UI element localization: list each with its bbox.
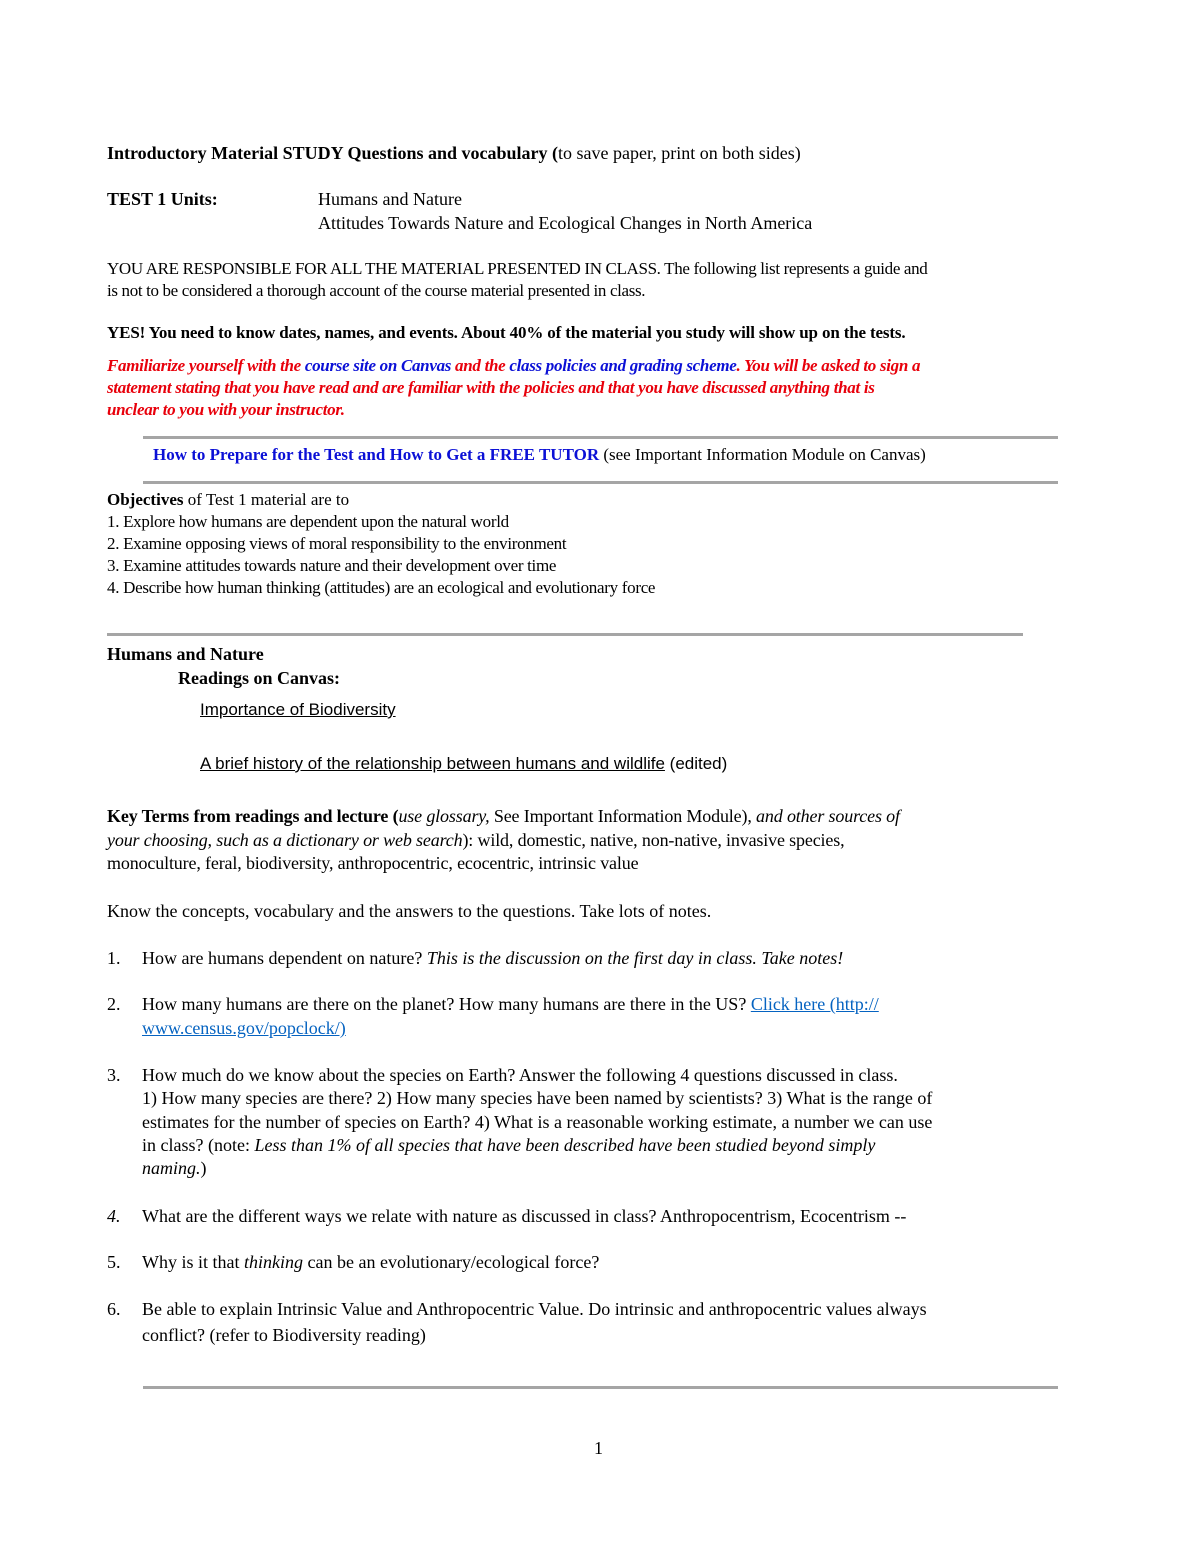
course-site-link[interactable]: course site on Canvas bbox=[304, 356, 452, 375]
unit-item-1: Humans and Nature bbox=[318, 189, 462, 209]
reading-suffix: (edited) bbox=[664, 754, 728, 773]
reading-link-biodiversity[interactable]: Importance of Biodiversity bbox=[200, 700, 396, 719]
question-number: 6. bbox=[107, 1299, 121, 1319]
objective-item: 3. Examine attitudes towards nature and their development over time bbox=[107, 556, 557, 575]
question-text: How many humans are there on the planet? How many humans are there in the US? bbox=[142, 994, 751, 1014]
question-emphasis: thinking bbox=[244, 1252, 303, 1272]
key-terms-line-3: monoculture, feral, biodiversity, anthropocentric, ecocentric, intrinsic value bbox=[107, 853, 639, 873]
title-note: to save paper, print on both sides) bbox=[558, 143, 801, 163]
question-note: Less than 1% of all species that have been described have been studied beyond simply bbox=[254, 1135, 876, 1155]
question-number: 1. bbox=[107, 948, 121, 968]
key-terms-line-2 bbox=[107, 830, 844, 851]
objectives-label: Objectives bbox=[107, 490, 184, 509]
question-3-line-4 bbox=[142, 1135, 875, 1156]
divider bbox=[143, 1386, 1058, 1389]
key-terms-line-1 bbox=[107, 806, 900, 827]
question-3-line-2: 1) How many species are there? 2) How many species have been named by scientists? 3) What is the range of bbox=[142, 1088, 933, 1108]
objectives-intro: of Test 1 material are to bbox=[183, 490, 350, 509]
readings-label: Readings on Canvas: bbox=[178, 668, 341, 688]
reading-link-history[interactable]: A brief history of the relationship between humans and wildlife bbox=[200, 754, 665, 773]
question-4: What are the different ways we relate with nature as discussed in class? Anthropocentrism, Ecocentrism -- bbox=[142, 1206, 907, 1226]
objectives-heading bbox=[107, 490, 349, 510]
title-bold: Introductory Material STUDY Questions and vocabulary ( bbox=[107, 143, 559, 163]
question-3-line-5 bbox=[142, 1158, 207, 1179]
question-text: in class? (note: bbox=[142, 1135, 255, 1155]
question-1 bbox=[142, 948, 843, 969]
census-link[interactable]: Click here (http:// bbox=[750, 994, 879, 1014]
question-number: 4. bbox=[107, 1206, 121, 1226]
divider bbox=[143, 481, 1058, 484]
question-number: 5. bbox=[107, 1252, 121, 1272]
tutor-link[interactable]: How to Prepare for the Test and How to Get a FREE TUTOR bbox=[153, 445, 600, 464]
question-text: can be an evolutionary/ecological force? bbox=[303, 1252, 600, 1272]
divider bbox=[143, 436, 1058, 439]
yes-notice: YES! You need to know dates, names, and events. About 40% of the material you study will show up on the tests. bbox=[107, 323, 906, 342]
question-text: Why is it that bbox=[142, 1252, 244, 1272]
question-note: This is the discussion on the first day in class. Take notes! bbox=[426, 948, 844, 968]
unit-item-2: Attitudes Towards Nature and Ecological Changes in North America bbox=[318, 213, 813, 233]
familiarize-text: . You will be asked to sign a bbox=[736, 356, 921, 375]
question-text: ) bbox=[200, 1158, 207, 1178]
question-3-line-3: estimates for the number of species on Earth? 4) What is a reasonable working estimate, a number we can use bbox=[142, 1112, 933, 1132]
divider bbox=[107, 633, 1023, 636]
reading-link-history-line bbox=[200, 754, 727, 774]
policies-link[interactable]: class policies and grading scheme bbox=[509, 356, 737, 375]
tutor-line bbox=[153, 445, 926, 465]
section-title: Humans and Nature bbox=[107, 644, 264, 664]
know-instruction: Know the concepts, vocabulary and the answers to the questions. Take lots of notes. bbox=[107, 901, 712, 921]
question-6-line-2: conflict? (refer to Biodiversity reading) bbox=[142, 1325, 426, 1345]
question-6-line-1: Be able to explain Intrinsic Value and Anthropocentric Value. Do intrinsic and anthropocentric values always bbox=[142, 1299, 927, 1319]
census-link-url[interactable]: www.census.gov/popclock/) bbox=[142, 1018, 346, 1038]
question-note: naming. bbox=[142, 1158, 201, 1178]
question-text: How are humans dependent on nature? bbox=[142, 948, 427, 968]
key-terms-label: Key Terms from readings and lecture ( bbox=[107, 806, 399, 826]
question-5 bbox=[142, 1252, 599, 1273]
key-terms-glossary: use glossary, bbox=[398, 806, 490, 826]
document-title bbox=[107, 143, 801, 164]
page-number: 1 bbox=[594, 1438, 603, 1458]
key-terms-list: ): wild, domestic, native, non-native, invasive species, bbox=[462, 830, 845, 850]
question-2 bbox=[142, 994, 879, 1015]
objective-item: 2. Examine opposing views of moral responsibility to the environment bbox=[107, 534, 567, 553]
key-terms-info: See Important Information Module), bbox=[489, 806, 757, 826]
responsibility-line-1: YOU ARE RESPONSIBLE FOR ALL THE MATERIAL PRESENTED IN CLASS. The following list represents a guide and bbox=[107, 259, 928, 278]
objective-item: 4. Describe how human thinking (attitudes) are an ecological and evolutionary force bbox=[107, 578, 656, 597]
familiarize-text: and the bbox=[451, 356, 510, 375]
familiarize-line-2: statement stating that you have read and are familiar with the policies and that you have discussed anything that is bbox=[107, 378, 875, 397]
tutor-note: (see Important Information Module on Canvas) bbox=[599, 445, 926, 464]
objective-item: 1. Explore how humans are dependent upon the natural world bbox=[107, 512, 509, 531]
key-terms-italic: your choosing, such as a dictionary or web search bbox=[107, 830, 463, 850]
units-label: TEST 1 Units: bbox=[107, 189, 218, 209]
question-3-line-1: How much do we know about the species on Earth? Answer the following 4 questions discussed in class. bbox=[142, 1065, 898, 1085]
familiarize-text: Familiarize yourself with the bbox=[107, 356, 305, 375]
key-terms-sources: and other sources of bbox=[756, 806, 900, 826]
familiarize-line-3: unclear to you with your instructor. bbox=[107, 400, 345, 419]
question-number: 3. bbox=[107, 1065, 121, 1085]
familiarize-line-1 bbox=[107, 356, 920, 376]
question-number: 2. bbox=[107, 994, 121, 1014]
question-2-line-2 bbox=[142, 1018, 346, 1039]
responsibility-line-2: is not to be considered a thorough account of the course material presented in class. bbox=[107, 281, 646, 300]
